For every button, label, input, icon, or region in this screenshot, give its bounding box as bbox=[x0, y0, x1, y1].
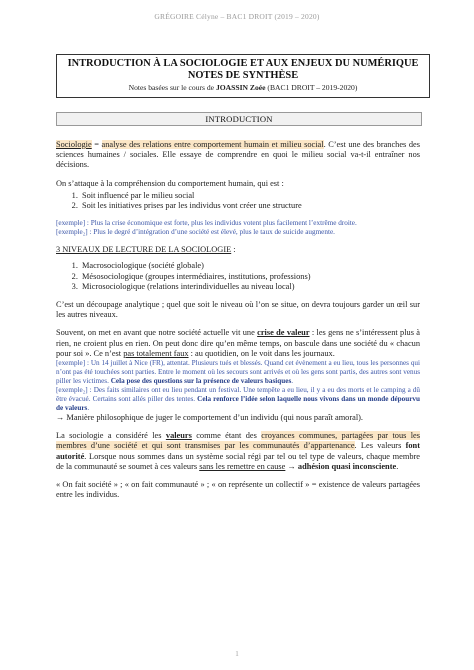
philosophy-note: → Manière philosophique de juger le comportement d’un individu (qui nous paraît amoral). bbox=[56, 413, 364, 423]
crise-de-valeur: crise de valeur bbox=[257, 328, 310, 338]
example-2: [exemple₂] : Plus le degré d’intégration d’une société est élevé, plus le taux de suicide augmente. bbox=[56, 228, 335, 237]
example-nice: [exemple] : Un 14 juillet à Nice (FR), attentat. Plusieurs tués et blessés. Quand cet évènement a eu lieu, tous les personnes qui n’ont pas été touchées sont parties. Entre le moment où les secours sont arrivés et où les gens sont partis, des autres sont venus piller les victimes. Cela pose des questions sur la présence de valeurs basiques. bbox=[56, 359, 420, 386]
levels-list bbox=[56, 261, 420, 292]
document-title: INTRODUCTION À LA SOCIOLOGIE ET AUX ENJEUX DU NUMÉRIQUE bbox=[67, 58, 419, 69]
running-header: GRÉGOIRE Célyne – BAC1 DROIT (2019 – 2020) bbox=[154, 12, 320, 21]
list-item: 2. Soit les initiatives prises par les individus vont créer une structure bbox=[80, 201, 420, 211]
comprehension-intro: On s’attaque à la compréhension du comportement humain, qui est : bbox=[56, 178, 284, 188]
section-heading-bar: INTRODUCTION bbox=[56, 112, 422, 126]
document-subtitle: NOTES DE SYNTHÈSE bbox=[187, 70, 299, 81]
analytic-paragraph: C’est un découpage analytique ; quel que soit le niveau où l’on se situe, on devra toujours garder un œil sur les autres niveaux. bbox=[56, 300, 420, 320]
example-festival: [exemple₂] : Des faits similaires ont eu lieu pendant un festival. Une tempête a eu lieu, il y a eu des morts et le camping a dû être évacué. Certains sont allés piller des tentes. Cela renforce l’idée selon laquelle nous vivons dans un monde dépourvu de valeurs. bbox=[56, 386, 421, 413]
pas-totalement-faux: pas totalement faux bbox=[123, 348, 189, 358]
list-item: 1. Macrosociologique (société globale) bbox=[80, 261, 420, 271]
valeurs-term: valeurs bbox=[165, 431, 192, 441]
definition-paragraph: Sociologie = analyse des relations entre comportement humain et milieu social. C’est une des branches des sciences humaines / sociales. Elle essaye de comprendre en quoi le milieu social va-t-il entraîner nos décisions. bbox=[56, 140, 420, 170]
source-note: Notes basées sur le cours de JOASSIN Zoée (BAC1 DROIT – 2019-2020) bbox=[128, 83, 358, 92]
collective-paragraph: « On fait société » ; « on fait communauté » ; « on représente un collectif » = existence de valeurs partagées entre les individus. bbox=[56, 480, 420, 500]
title-box bbox=[56, 54, 430, 98]
document-body bbox=[56, 140, 420, 500]
list-item: 2. Mésosociologique (groupes intermédiaires, institutions, professions) bbox=[80, 272, 420, 282]
values-paragraph: La sociologie a considéré les valeurs comme étant des croyances communes, partagées par tous les membres d’une société et qui sont transmises par les communautés d’appartenance. Les valeurs font autorité. Lorsque nous sommes dans un système social régi par tel ou tel type de valeurs, chaque membre de la communauté se soumet à ces valeurs sans les remettre en cause → adhésion quasi inconsciente. bbox=[56, 431, 420, 471]
comprehension-list bbox=[56, 191, 420, 211]
example-1: [exemple] : Plus la crise économique est forte, plus les individus votent plus facilement l’extrême droite. bbox=[56, 219, 357, 228]
list-item: 1. Soit influencé par le milieu social bbox=[80, 191, 420, 201]
page-number: 1 bbox=[235, 650, 239, 658]
term-sociologie: Sociologie bbox=[56, 140, 92, 149]
definition-highlight: analyse des relations entre comportement humain et milieu social bbox=[101, 140, 324, 149]
levels-heading: 3 NIVEAUX DE LECTURE DE LA SOCIOLOGIE : bbox=[56, 245, 236, 255]
list-item: 3. Microsociologique (relations interindividuelles au niveau local) bbox=[80, 282, 420, 292]
value-crisis-paragraph: Souvent, on met en avant que notre société actuelle vit une crise de valeur : les gens ne s’intéressent plus à rien, ne croient plus en rien. On peut donc dire qu’en même temps, on bascule dans une société du « chacun pour soi ». Ce n’est pas totalement faux : au quotidien, on le voit dans les journaux. bbox=[56, 328, 420, 358]
source-author: JOASSIN Zoée bbox=[215, 83, 266, 92]
values-definition-highlight: croyances communes, partagées par tous les membres d’une société et qui sont transmises par les communautés d’appartenance bbox=[56, 431, 420, 451]
